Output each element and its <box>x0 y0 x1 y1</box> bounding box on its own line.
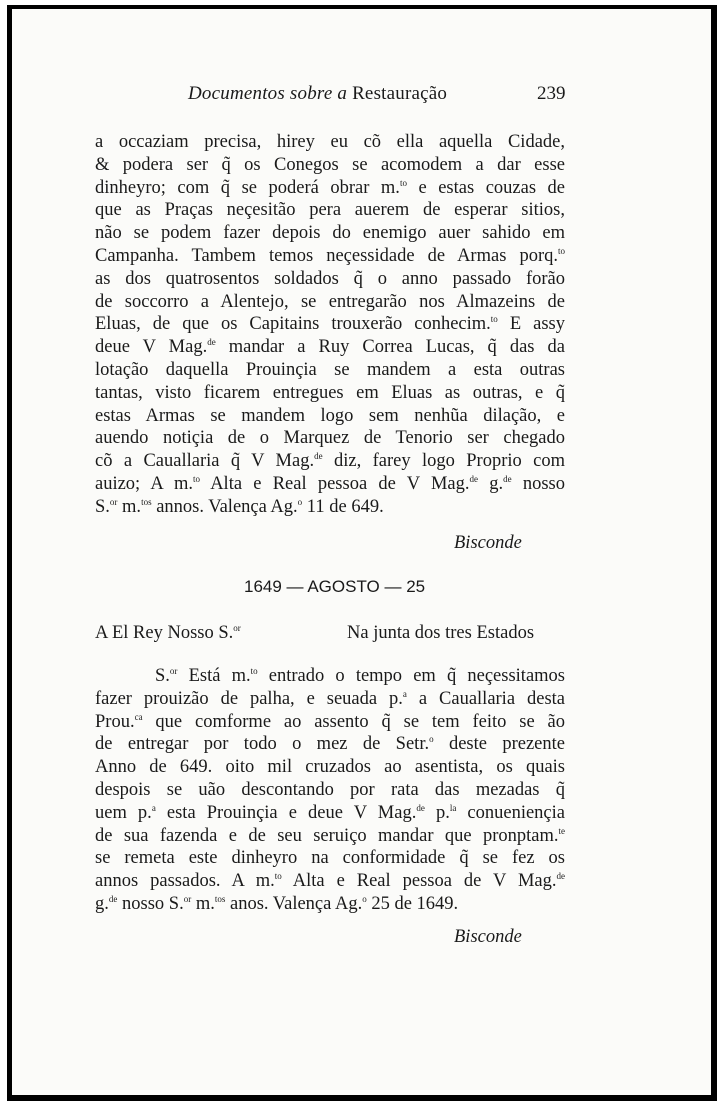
text-line: Anno de 649. oito mil cruzados ao asentista, os quais <box>95 757 565 778</box>
text-line: annos passados. A m.$^{to}$ Alta e Real pessoa de V Mag.$^{de}$ <box>95 871 566 892</box>
text-line: auizo; A m.$^{to}$ Alta e Real pessoa de V Mag.$^{de}$ g.$^{de}$ nosso <box>95 473 565 494</box>
text-line: uem p.$^a$ esta Prouinçia e deue V Mag.$^{de}$ p.$^{la}$ conueniençia <box>95 802 565 823</box>
signature-1: Bisconde <box>454 533 522 553</box>
text-line: deue V Mag.$^{de}$ mandar a Ruy Correa Lucas, q̃ das da <box>95 337 565 358</box>
addressee: A El Rey Nosso S.$^{or}$ <box>95 623 241 643</box>
text-line: Prou.$^{ca}$ que comforme ao assento q̃ se tem feito se ão <box>95 711 565 732</box>
signature-2: Bisconde <box>454 927 522 947</box>
text-line: não se podem fazer depois do enemigo auer sahido em <box>95 223 565 244</box>
text-line: S.$^{or}$ m.$^{tos}$ annos. Valença Ag.$^o$ 11 de 649. <box>95 496 384 517</box>
issuer: Na junta dos tres Estados <box>347 623 535 643</box>
page-number: 239 <box>537 83 566 104</box>
text-line: S.$^{or}$ Está m.$^{to}$ entrado o tempo em q̃ neçessitamos <box>155 666 565 686</box>
text-line: se remeta este dinheyro na conformidade q̃ se fez os <box>95 848 565 869</box>
text-line: g.$^{de}$ nosso S.$^{or}$ m.$^{tos}$ anos. Valença Ag.$^o$ 25 de 1649. <box>95 893 459 914</box>
text-line: de soccorro a Alentejo, se entregarão nos Almazeins de <box>95 291 565 312</box>
text-line: cõ a Cauallaria q̃ V Mag.$^{de}$ diz, farey logo Proprio com <box>95 451 565 472</box>
text-line: estas Armas se mandem logo sem nenhũa dilação, e <box>95 405 565 426</box>
text-line: que as Praças neçesitão pera auerem de esperar sitios, <box>95 200 565 221</box>
text-line: & podera ser q̃ os Conegos se acomodem a dar esse <box>95 154 565 175</box>
text-line: fazer prouizão de palha, e seuada p.$^a$ a Cauallaria desta <box>95 688 565 709</box>
text-line: as dos quatrosentos soldados q̃ o anno passado forão <box>95 268 565 289</box>
running-header <box>12 83 711 113</box>
text-line: de entregar por todo o mez de Setr.$^o$ deste prezente <box>95 734 565 755</box>
text-line: auendo notiçia de o Marquez de Tenorio ser chegado <box>95 428 565 449</box>
text-line: a occaziam precisa, hirey eu cõ ella aquella Cidade, <box>95 132 565 152</box>
book-page <box>7 5 717 1101</box>
text-line: de sua fazenda e de seu seruiço mandar que pronptam.$^{te}$ <box>95 825 565 846</box>
text-line: Campanha. Tambem temos neçessidade de Armas porq.$^{to}$ <box>95 245 565 266</box>
letter-2-body <box>95 665 565 916</box>
text-line: tantas, visto ficarem entregues em Eluas as outras, e q̃ <box>95 382 565 403</box>
text-line: Eluas, de que os Capitains trouxerão conhecim.$^{to}$ E assy <box>95 314 565 335</box>
text-line: dinheyro; com q̃ se poderá obrar m.$^{to}$ e estas couzas de <box>95 177 566 198</box>
text-line: despois se uão descontando por rata das mezadas q̃ <box>95 779 565 800</box>
letter-1-body <box>95 131 565 519</box>
text-line: lotação daquella Prouinçia se mandem a esta outras <box>95 359 565 380</box>
running-title: Documentos sobre a Restauração <box>188 83 448 104</box>
date-heading: 1649 — AGOSTO — 25 <box>244 577 426 596</box>
